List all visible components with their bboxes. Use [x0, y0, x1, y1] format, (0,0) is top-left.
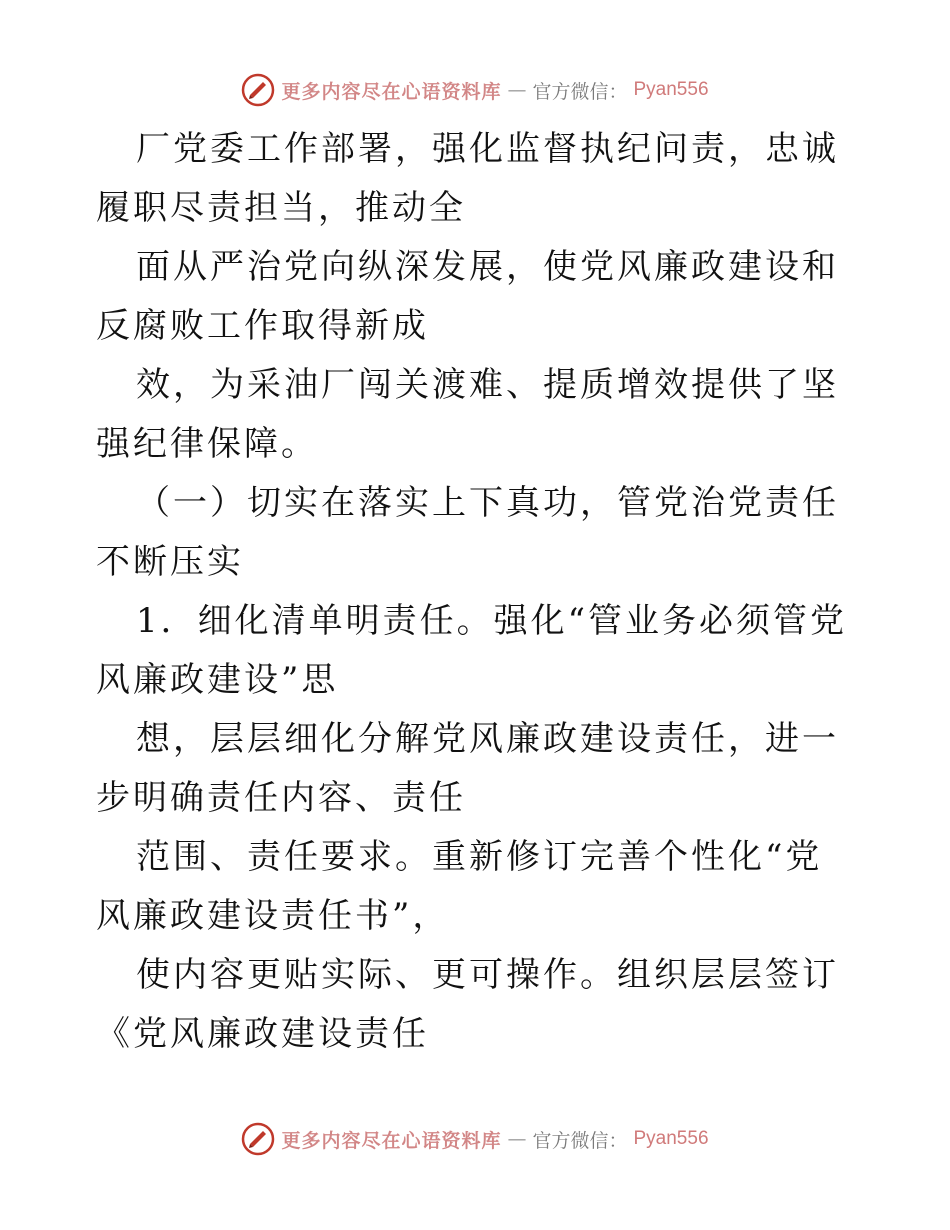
document-body	[96, 120, 856, 1064]
paragraph: 1．细化清单明责任。强化“管业务必须管党风廉政建设”思	[96, 601, 848, 700]
paragraph: 范围、责任要求。重新修订完善个性化“党风廉政建设责任书”，	[96, 837, 823, 936]
watermark-wechat-id: Pyan556	[633, 1128, 709, 1149]
watermark-brand: 更多内容尽在心语资料库	[281, 1129, 502, 1152]
watermark-wechat-id: Pyan556	[633, 79, 709, 100]
watermark-brand: 更多内容尽在心语资料库	[281, 80, 502, 103]
paragraph: 使内容更贴实际、更可操作。组织层层签订《党风廉政建设责任	[96, 955, 839, 1054]
paragraph: 厂党委工作部署，强化监督执纪问责，忠诚履职尽责担当，推动全	[96, 129, 839, 228]
book-quill-logo-icon	[241, 73, 275, 107]
paragraph: 面从严治党向纵深发展，使党风廉政建设和反腐败工作取得新成	[96, 247, 839, 346]
watermark-dash: —	[507, 79, 527, 101]
header-watermark	[0, 72, 950, 108]
footer-watermark	[0, 1121, 950, 1157]
paragraph: 想，层层细化分解党风廉政建设责任，进一步明确责任内容、责任	[96, 719, 839, 818]
section-heading: （一）切实在落实上下真功，管党治党责任不断压实	[96, 483, 839, 582]
watermark-dash: —	[507, 1128, 527, 1150]
watermark-label: 官方微信：	[532, 80, 628, 103]
book-quill-logo-icon	[241, 1122, 275, 1156]
watermark-label: 官方微信：	[532, 1129, 628, 1152]
paragraph: 效，为采油厂闯关渡难、提质增效提供了坚强纪律保障。	[96, 365, 839, 464]
